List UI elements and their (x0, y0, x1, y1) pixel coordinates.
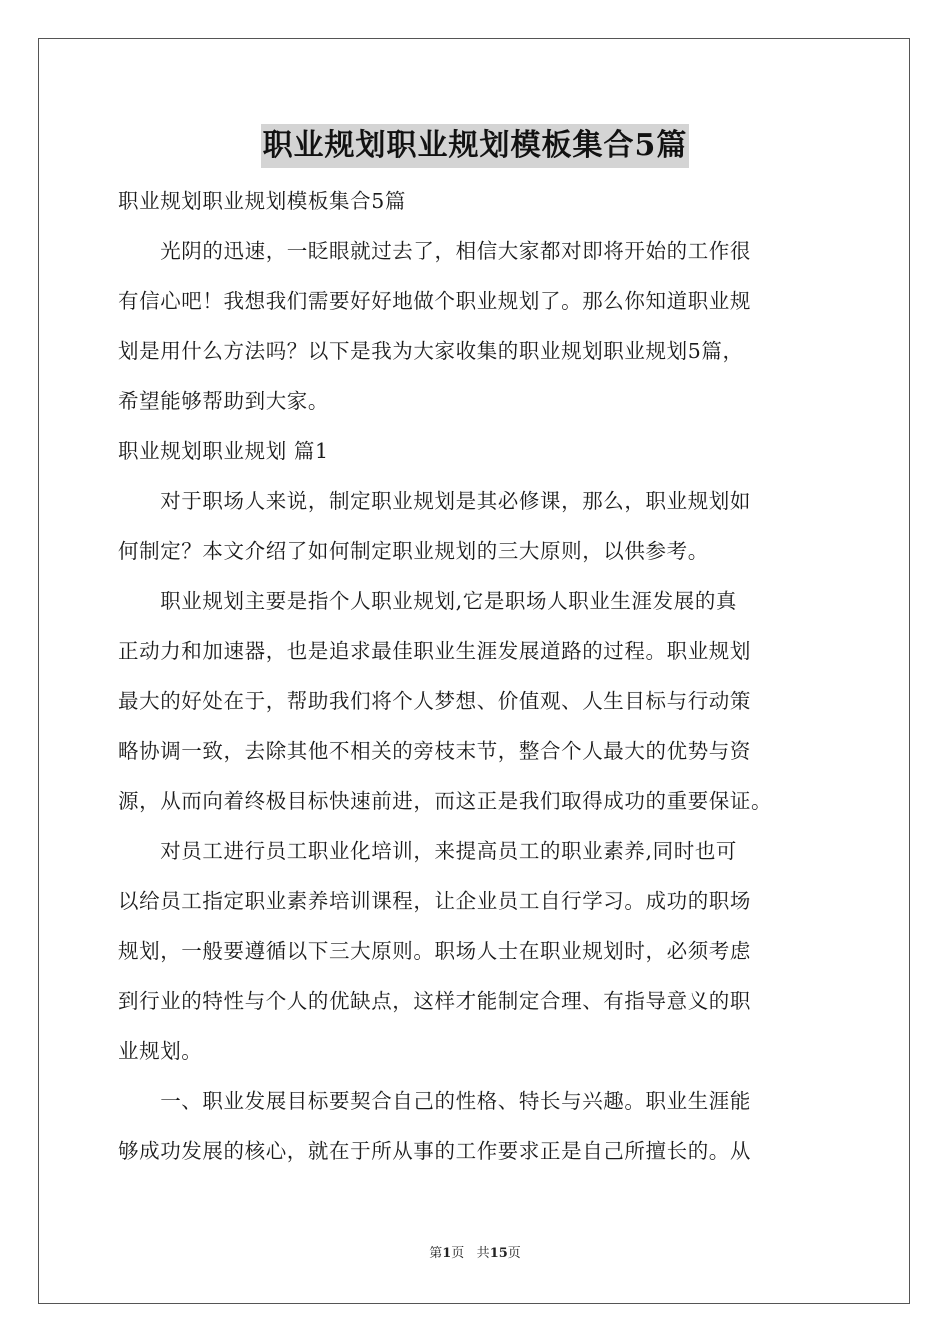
text-line: 职业规划主要是指个人职业规划,它是职场人职业生涯发展的真 (118, 589, 738, 613)
section-heading: 职业规划职业规划 篇1 (118, 439, 329, 463)
text-line: 对于职场人来说，制定职业规划是其必修课，那么，职业规划如 (118, 489, 751, 513)
text-line: 够成功发展的核心，就在于所从事的工作要求正是自己所擅长的。从 (118, 1139, 751, 1163)
text-line: 业规划。 (118, 1039, 203, 1063)
document-body (118, 176, 836, 1176)
text-line: 规划，一般要遵循以下三大原则。职场人士在职业规划时，必须考虑 (118, 939, 751, 963)
footer-page-unit: 页 (451, 1246, 465, 1261)
text-line: 略协调一致，去除其他不相关的旁枝末节，整合个人最大的优势与资 (118, 739, 751, 763)
text-line: 源，从而向着终极目标快速前进，而这正是我们取得成功的重要保证。 (118, 789, 773, 813)
current-page-number: 1 (442, 1246, 452, 1261)
footer-total-prefix: 共 (476, 1246, 490, 1261)
document-title: 职业规划职业规划模板集合5篇 (261, 124, 690, 168)
text-line: 有信心吧！我想我们需要好好地做个职业规划了。那么你知道职业规 (118, 289, 751, 313)
text-line: 何制定？本文介绍了如何制定职业规划的三大原则，以供参考。 (118, 539, 709, 563)
page-footer (0, 1242, 950, 1261)
text-line: 希望能够帮助到大家。 (118, 389, 329, 413)
text-line: 以给员工指定职业素养培训课程，让企业员工自行学习。成功的职场 (118, 889, 751, 913)
title-container (0, 124, 950, 168)
text-line: 正动力和加速器，也是追求最佳职业生涯发展道路的过程。职业规划 (118, 639, 751, 663)
text-line: 一、职业发展目标要契合自己的性格、特长与兴趣。职业生涯能 (118, 1089, 751, 1113)
text-line: 最大的好处在于，帮助我们将个人梦想、价值观、人生目标与行动策 (118, 689, 751, 713)
text-line: 对员工进行员工职业化培训，来提高员工的职业素养,同时也可 (118, 839, 738, 863)
footer-prefix: 第 (429, 1246, 443, 1261)
text-line: 到行业的特性与个人的优缺点，这样才能制定合理、有指导意义的职 (118, 989, 751, 1013)
total-page-count: 15 (489, 1246, 508, 1261)
footer-total-unit: 页 (507, 1246, 521, 1261)
text-line: 光阴的迅速，一眨眼就过去了，相信大家都对即将开始的工作很 (118, 239, 751, 263)
text-line: 职业规划职业规划模板集合5篇 (118, 189, 406, 213)
text-line: 划是用什么方法吗？以下是我为大家收集的职业规划职业规划5篇， (118, 339, 744, 363)
